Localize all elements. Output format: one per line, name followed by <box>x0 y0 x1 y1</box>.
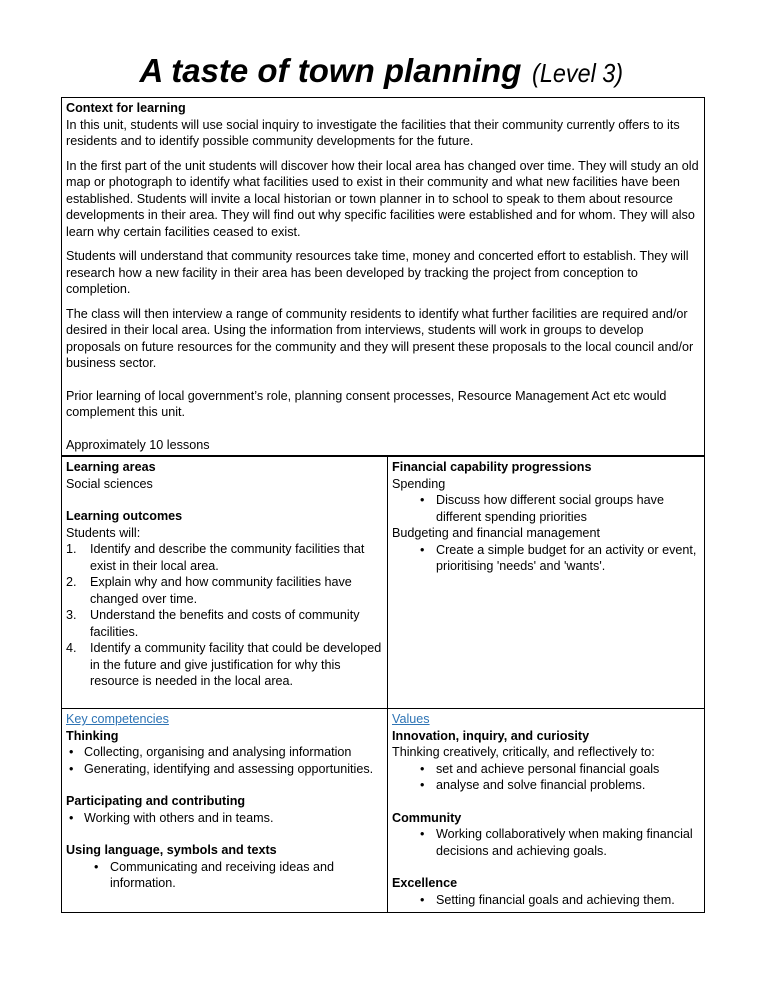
title-level: (Level 3) <box>532 58 624 88</box>
values-label: Community <box>392 810 462 825</box>
financial-list <box>392 492 701 525</box>
values-link[interactable]: Values <box>392 712 430 726</box>
competency-list <box>66 744 383 777</box>
list-item: • Generating, identifying and assessing opportunities. <box>66 761 383 778</box>
list-item: • Working with others and in teams. <box>66 810 383 827</box>
competency-list <box>66 810 383 827</box>
lesson-count: Approximately 10 lessons <box>66 437 210 452</box>
list-item: • set and achieve personal financial goals <box>392 761 701 778</box>
values-list <box>392 892 701 909</box>
learning-areas-cell <box>62 457 387 692</box>
learning-outcomes-heading: Learning outcomes <box>66 509 183 523</box>
learning-areas-value: Social sciences <box>66 476 153 491</box>
context-paragraph: Prior learning of local government’s role, planning consent processes, Resource Management Act etc would complement this unit. <box>66 388 667 419</box>
competency-label: Participating and contributing <box>66 794 246 808</box>
financial-heading: Financial capability progressions <box>392 460 592 474</box>
context-heading: Context for learning <box>66 101 186 115</box>
list-item: • Communicating and receiving ideas and information. <box>66 859 383 892</box>
list-item: • Create a simple budget for an activity or event, prioritising 'needs' and 'wants'. <box>392 542 701 575</box>
values-list <box>392 826 701 859</box>
values-label: Innovation, inquiry, and curiosity <box>392 728 590 743</box>
context-paragraph: Students will understand that community resources take time, money and concerted effort to establish. They will research how a new facility in their area has been developed by tracking the project from conception to completion. <box>66 249 689 296</box>
competency-label: Using language, symbols and texts <box>66 843 277 857</box>
list-item: 4. Identify a community facility that could be developed in the future and give justification for why this resource is needed in the local area. <box>66 641 382 688</box>
list-item: • Collecting, organising and analysing information <box>66 744 383 761</box>
page-title <box>0 52 768 90</box>
key-competencies-link[interactable]: Key competencies <box>66 712 169 726</box>
competency-label: Thinking <box>66 728 119 743</box>
context-paragraph: In this unit, students will use social inquiry to investigate the facilities that their community currently offers to its residents and to identify possible community developments for the future. <box>66 117 680 148</box>
curriculum-table <box>61 456 705 913</box>
financial-progressions-cell <box>388 457 705 577</box>
list-item: 1. Identify and describe the community facilities that exist in their local area. <box>66 542 365 573</box>
learning-outcomes-intro: Students will: <box>66 525 141 540</box>
values-cell <box>388 709 705 910</box>
financial-group-label: Budgeting and financial management <box>392 526 600 540</box>
list-item: 3. Understand the benefits and costs of community facilities. <box>66 608 360 639</box>
list-item: • analyse and solve financial problems. <box>392 777 701 794</box>
learning-outcomes-list <box>66 541 383 690</box>
list-item: • Discuss how different social groups have different spending priorities <box>392 492 701 525</box>
financial-list <box>392 542 701 575</box>
values-label: Excellence <box>392 876 458 890</box>
values-list <box>392 761 701 794</box>
list-item: • Setting financial goals and achieving them. <box>392 892 701 909</box>
context-paragraph: In the first part of the unit students will discover how their local area has changed over time. They will study an old map or photograph to identify what facilities used to exist in their community and what new facilities have been established. Students will invite a local historian or town planner in to school to speak to them about resource developments in their area. They will find out why specific facilities were established and for whom. They will also learn why certain facilities ceased to exist. <box>66 158 699 239</box>
list-item: 2. Explain why and how community facilities have changed over time. <box>66 575 352 606</box>
values-intro: Thinking creatively, critically, and reflectively to: <box>392 745 655 759</box>
context-section <box>61 97 705 456</box>
title-main: A taste of town planning <box>139 52 522 89</box>
competency-list <box>66 859 383 892</box>
financial-group-label: Spending <box>392 476 446 491</box>
learning-areas-heading: Learning areas <box>66 460 156 474</box>
list-item: • Working collaboratively when making financial decisions and achieving goals. <box>392 826 701 859</box>
context-paragraph: The class will then interview a range of community residents to identify what further facilities are required and/or desired in their local area. Using the information from interviews, students will work in groups to develop proposals on future resources for the community and they will present these proposals to the local council and/or business sector. <box>66 306 694 370</box>
key-competencies-cell <box>62 709 387 894</box>
